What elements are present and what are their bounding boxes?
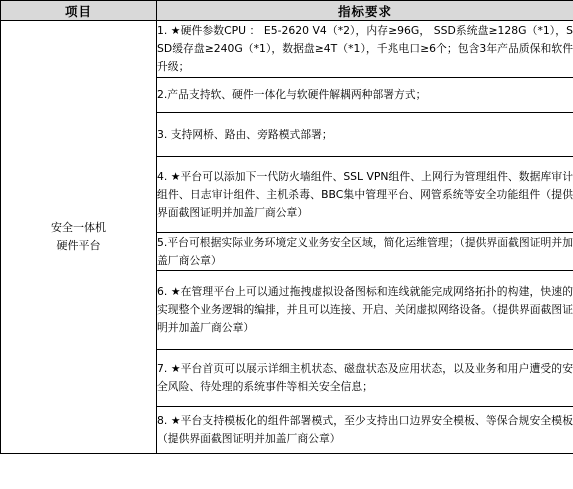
header-row	[1, 1, 573, 21]
item-label-line2: 硬件平台	[56, 239, 101, 252]
spec-cell-3: 3. 支持网桥、路由、旁路模式部署；	[157, 113, 573, 157]
spec-cell-8: 8. ★平台支持模板化的组件部署模式，至少支持出口边界安全模板、等保合规安全模板（提供界面截图证明并加盖厂商公章）	[157, 407, 573, 454]
spec-cell-7: 7. ★平台首页可以展示详细主机状态、磁盘状态及应用状态，以及业务和用户遭受的安全风险、待处理的系统事件等相关安全信息；	[157, 350, 573, 407]
header-spec: 指标要求	[157, 1, 573, 21]
table-row	[1, 21, 573, 78]
spec-cell-1: 1. ★硬件参数CPU ： E5-2620 V4（*2），内存≥96G， SSD系统盘≥128G（*1），SSD缓存盘≥240G（*1），数据盘≥4T（*1），千兆电口≥6个；包含3年产品质保和软件升级；	[157, 21, 573, 78]
spec-cell-6: 6. ★在管理平台上可以通过拖拽虚拟设备图标和连线就能完成网络拓扑的构建，快速的实现整个业务逻辑的编排，并且可以连接、开启、关闭虚拟网络设备。（提供界面截图证明并加盖厂商公章）	[157, 271, 573, 350]
spec-cell-5: 5.平台可根据实际业务环境定义业务安全区域，简化运维管理；（提供界面截图证明并加盖厂商公章）	[157, 233, 573, 271]
header-item: 项目	[1, 1, 157, 21]
spec-cell-2: 2.产品支持软、硬件一体化与软硬件解耦两种部署方式；	[157, 78, 573, 113]
item-label-line1: 安全一体机	[51, 221, 106, 234]
spec-cell-4: 4. ★平台可以添加下一代防火墙组件、SSL VPN组件、上网行为管理组件、数据库审计组件、日志审计组件、主机杀毒、BBC集中管理平台、网管系统等安全功能组件（提供界面截图证明并加盖厂商公章）	[157, 157, 573, 233]
item-cell	[1, 21, 157, 454]
